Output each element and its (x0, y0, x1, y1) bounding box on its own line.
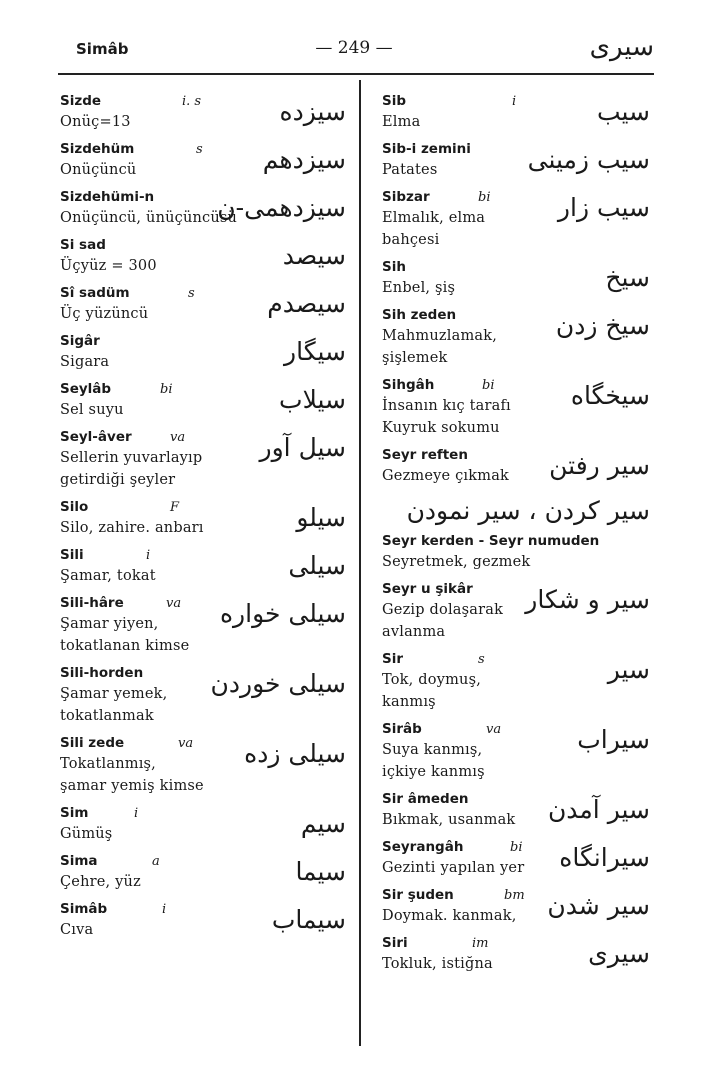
dictionary-entry (382, 376, 654, 439)
entry-headword: Seyrangâh (382, 839, 464, 855)
dictionary-entry (382, 306, 654, 369)
entry-grammar-tag: i (162, 902, 167, 917)
dictionary-entry (382, 790, 654, 831)
entry-grammar-tag: bi (510, 840, 523, 855)
dictionary-entry (382, 532, 654, 573)
dictionary-entry (382, 838, 654, 879)
dictionary-entry (60, 428, 350, 491)
entry-grammar-tag: i (512, 94, 517, 109)
entry-definition: tokatlanan kimse (60, 638, 190, 654)
entry-headword: Sihgâh (382, 377, 435, 393)
entry-definition: Cıva (60, 922, 94, 938)
entry-headword: Sili (60, 547, 84, 563)
entry-grammar-tag: va (178, 736, 194, 751)
entry-arabic-script: سیلاب (279, 385, 346, 414)
entry-definition: Gümüş (60, 826, 113, 842)
entry-definition: Şamar, tokat (60, 568, 156, 584)
entry-headword: Sih zeden (382, 307, 457, 323)
entry-definition: Bıkmak, usanmak (382, 812, 516, 828)
entry-definition: Sel suyu (60, 402, 124, 418)
entry-grammar-tag: im (472, 936, 489, 951)
entry-grammar-tag: i. s (182, 94, 202, 109)
entry-definition: Gezmeye çıkmak (382, 468, 510, 484)
entry-definition: İnsanın kıç tarafı (382, 398, 511, 414)
entry-headword: Sigâr (60, 333, 100, 349)
entry-headword: Si sad (60, 237, 106, 253)
entry-headword: Silo (60, 499, 89, 515)
dictionary-entry (382, 650, 654, 713)
entry-arabic-script: سیر رفتن (549, 451, 650, 480)
dictionary-entry (60, 284, 350, 325)
entry-grammar-tag: s (196, 142, 203, 157)
entry-definition: kanmış (382, 694, 436, 710)
dictionary-entry (382, 580, 654, 643)
dictionary-entry (382, 140, 654, 181)
dictionary-entry (60, 188, 350, 229)
entry-definition: Mahmuzlamak, (382, 328, 498, 344)
entry-definition: avlanma (382, 624, 446, 640)
entry-definition: Gezip dolaşarak (382, 602, 504, 618)
entry-definition: Suya kanmış, (382, 742, 483, 758)
dictionary-entry (382, 446, 654, 487)
entry-arabic-script: سیزدهم (262, 145, 346, 174)
dictionary-entry (60, 140, 350, 181)
entry-headword: Sirâb (382, 721, 422, 737)
entry-arabic-script: سیصد (282, 241, 346, 270)
entry-arabic-script: سیلی (288, 551, 346, 580)
entry-arabic-script: سیر شدن (547, 891, 650, 920)
dictionary-entry (60, 594, 350, 657)
entry-arabic-script: سیب زمینی (527, 145, 650, 174)
entry-definition: Tokluk, istiğna (382, 956, 493, 972)
entry-definition: Tokatlanmış, (60, 756, 156, 772)
entry-headword: Sib-i zemini (382, 141, 471, 157)
entry-arabic-script: سیر (607, 655, 650, 684)
entry-definition: Şamar yemek, (60, 686, 168, 702)
entry-definition: şişlemek (382, 350, 448, 366)
dictionary-entry (382, 92, 654, 133)
entry-definition: Enbel, şiş (382, 280, 456, 296)
entry-grammar-tag: va (166, 596, 182, 611)
entry-definition: Tok, doymuş, (382, 672, 482, 688)
entry-grammar-tag: bi (482, 378, 495, 393)
entry-grammar-tag: bi (160, 382, 173, 397)
entry-headword: Seyl-âver (60, 429, 132, 445)
dictionary-entry (60, 804, 350, 845)
entry-definition: Kuyruk sokumu (382, 420, 500, 436)
entry-headword: Seyr reften (382, 447, 468, 463)
entry-headword: Sizde (60, 93, 102, 109)
entry-headword: Sibzar (382, 189, 430, 205)
entry-arabic-script: سیلی خوردن (210, 669, 346, 698)
dictionary-entry (382, 188, 654, 251)
page-number: — 249 — (315, 38, 393, 58)
entry-definition: şamar yemiş kimse (60, 778, 204, 794)
dictionary-entry (60, 664, 350, 727)
dictionary-entry (60, 332, 350, 373)
dictionary-entry (382, 934, 654, 975)
entry-definition: Elma (382, 114, 421, 130)
entry-arabic-script: سیر آمدن (547, 795, 650, 824)
entry-headword: Sizdehümi-n (60, 189, 155, 205)
entry-arabic-script: سیگار (284, 337, 346, 366)
entry-headword: Siri (382, 935, 408, 951)
entry-arabic-script: سیراب (577, 725, 650, 754)
entry-arabic-script: سیصدم (267, 289, 346, 318)
entry-grammar-tag: s (188, 286, 195, 301)
entry-definition: Onüçüncü, ünüçüncüsü (60, 210, 238, 226)
header-rule (58, 73, 654, 75)
entry-definition: Çehre, yüz (60, 874, 141, 890)
entry-headword: Sir şuden (382, 887, 454, 903)
entry-definition: bahçesi (382, 232, 440, 248)
entry-definition: Onüç=13 (60, 114, 131, 130)
dictionary-entry (60, 92, 350, 133)
entry-definition: Seyretmek, gezmek (382, 554, 531, 570)
entry-arabic-script: سیم (300, 809, 346, 838)
entry-grammar-tag: bm (504, 888, 525, 903)
entry-arabic-script: سیرانگاه (559, 843, 650, 872)
entry-arabic-script: سیما (295, 857, 346, 886)
entry-arabic-script: سیزدهمی-ن (217, 193, 346, 222)
entry-headword: Sih (382, 259, 406, 275)
entry-definition: Elmalık, elma (382, 210, 486, 226)
entry-headword: Sima (60, 853, 98, 869)
entry-arabic-script: سیخگاه (570, 381, 650, 410)
entry-grammar-tag: F (170, 500, 180, 515)
entry-arabic-script: سیر و شکار (525, 585, 650, 614)
entry-definition: Üçyüz = 300 (60, 258, 157, 274)
dictionary-entry (60, 734, 350, 797)
entry-headword: Seylâb (60, 381, 112, 397)
entry-definition: Üç yüzüncü (60, 306, 149, 322)
entry-grammar-tag: va (170, 430, 186, 445)
entry-definition: Silo, zahire. anbarı (60, 520, 204, 536)
entry-arabic-script: سیخ زدن (555, 311, 650, 340)
dictionary-entry (382, 886, 654, 927)
entry-arabic-script: سیماب (271, 905, 346, 934)
entry-definition: tokatlanmak (60, 708, 154, 724)
entry-grammar-tag: s (478, 652, 485, 667)
entry-grammar-tag: i (146, 548, 151, 563)
entry-arabic-script: سیلی زده (244, 739, 346, 768)
entry-headword: Seyr kerden - Seyr numuden (382, 533, 600, 549)
entry-definition: Patates (382, 162, 438, 178)
entry-headword: Simâb (60, 901, 108, 917)
dictionary-entry (60, 852, 350, 893)
entry-arabic-script: سیخ (605, 263, 650, 292)
left-column (60, 92, 350, 948)
entry-headword: Sim (60, 805, 89, 821)
running-head-left: Simâb (76, 40, 129, 58)
entry-arabic-script: سیلو (296, 503, 346, 532)
entry-arabic-script: سیلی خواره (219, 599, 346, 628)
entry-grammar-tag: i (134, 806, 139, 821)
running-head-right: سیری (589, 32, 654, 62)
entry-headword: Sili-horden (60, 665, 144, 681)
entry-arabic-script: سیب زار (557, 193, 650, 222)
entry-headword: Sib (382, 93, 407, 109)
entry-grammar-tag: a (152, 854, 160, 869)
entry-definition: getirdiği şeyler (60, 472, 176, 488)
entry-headword: Sir âmeden (382, 791, 469, 807)
entry-headword: Sili-hâre (60, 595, 124, 611)
entry-headword: Sir (382, 651, 404, 667)
dictionary-entry (60, 546, 350, 587)
dictionary-entry (60, 900, 350, 941)
dictionary-entry (60, 498, 350, 539)
entry-definition: Gezinti yapılan yer (382, 860, 525, 876)
entry-definition: Sigara (60, 354, 110, 370)
entry-arabic-script: سیزده (279, 97, 346, 126)
entry-arabic-script: سیری (588, 939, 650, 968)
right-column (382, 92, 654, 982)
entry-definition: Şamar yiyen, (60, 616, 159, 632)
dictionary-entry (382, 258, 654, 299)
entry-headword: Seyr u şikâr (382, 581, 473, 597)
entry-definition: Onüçüncü (60, 162, 137, 178)
entry-definition: Doymak. kanmak, (382, 908, 517, 924)
entry-arabic-script: سیب (596, 97, 650, 126)
entry-arabic-script-line: سیر کردن ، سیر نمودن (406, 496, 650, 525)
entry-grammar-tag: va (486, 722, 502, 737)
column-divider (359, 80, 361, 1046)
entry-headword: Sili zede (60, 735, 125, 751)
dictionary-entry (60, 236, 350, 277)
entry-definition: içkiye kanmış (382, 764, 485, 780)
entry-headword: Sî sadüm (60, 285, 130, 301)
dictionary-entry (382, 720, 654, 783)
entry-headword: Sizdehüm (60, 141, 135, 157)
entry-definition: Sellerin yuvarlayıp (60, 450, 203, 466)
dictionary-entry (60, 380, 350, 421)
entry-grammar-tag: bi (478, 190, 491, 205)
entry-arabic-script: سیل آور (259, 433, 346, 462)
